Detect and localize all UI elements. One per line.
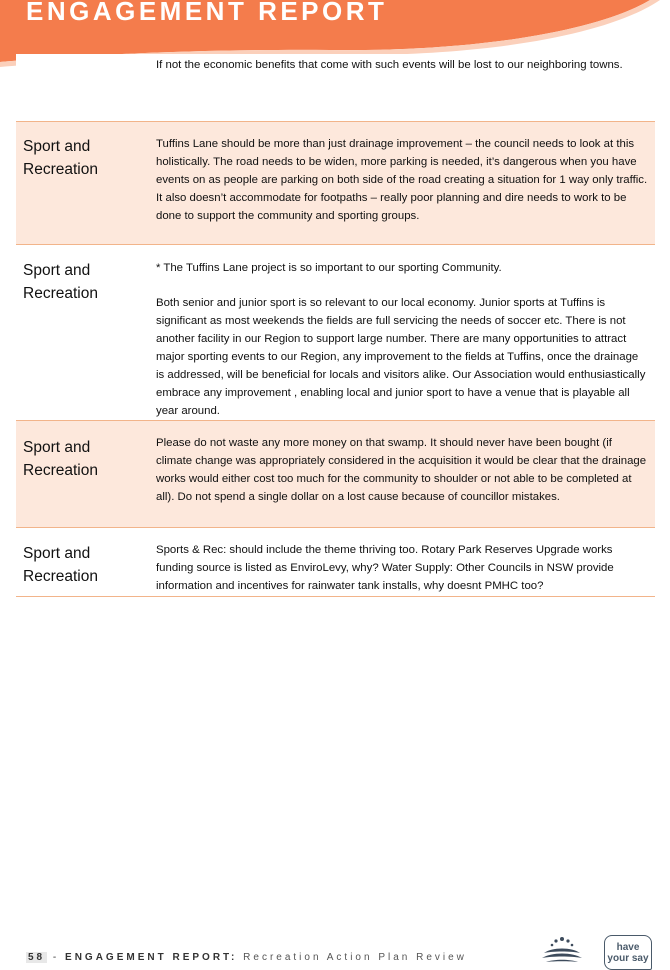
have-your-say-logo [604,935,652,970]
category-cell: Sport and Recreation [23,138,98,178]
table-row [16,245,655,421]
response-cell [156,245,655,420]
table-row [16,54,655,121]
response-cell [156,122,655,244]
footer-separator: - [52,952,60,963]
response-cell [156,528,655,596]
council-logo [534,933,590,970]
category-cell: Sport and Recreation [23,545,98,585]
response-text: Sports & Rec: should include the theme thriving too. Rotary Park Reserves Upgrade works funding source is listed as EnviroLevy, why? Water Supply: Other Councils in NSW provide information and incentives for rainwater tank installs, why doesnt PMHC too? [156,544,614,592]
council-logo-icon [534,933,590,970]
table-row [16,421,655,528]
response-text: Tuffins Lane should be more than just drainage improvement – the council needs to look at this holistically. The road needs to be widen, more parking is needed, it’s dangerous when you have events on as people are parking on both side of the road creating a situation for 1 way only traffic. It also doesn’t accommodate for footpaths – really poor planning and dire needs to work to be done to support the community and sporting groups. [156,138,648,222]
response-cell [156,54,655,121]
page-title: ENGAGEMENT REPORT [26,0,388,26]
response-text: Both senior and junior sport is so relevant to our local economy. Junior sports at Tuffins is significant as most weekends the fields are full servicing the needs of soccer etc. There is not another facility in our Region to support large number. There are many opportunities to attract major sporting events to our Region, any improvement to the fields at Tuffins, once the drainage is addressed, will be beneficial for locals and visitors alike. Our Association would enthusiastically embrace any improvement , enabling local and junior sport to have a venue that is playable all year around. [156,297,646,417]
logo-text-line1: have [616,942,640,953]
table-row [16,122,655,245]
response-cell [156,421,655,527]
response-text: Please do not waste any more money on that swamp. It should never have been bought (if climate change was appropriately considered in the acquisition it would be clear that the drainage works would either cost too much for the community to shoulder or not able to be completed at all). Do not spend a single dollar on a lost cause because of councillor mistakes. [156,437,647,503]
footer-report-label: ENGAGEMENT REPORT: [65,952,238,963]
response-text: If not the economic benefits that come with such events will be lost to our neighboring towns. [156,59,623,71]
page-footer [26,952,467,963]
page-number: 58 [28,952,46,963]
category-cell: Sport and Recreation [23,262,98,302]
footer-subtitle: Recreation Action Plan Review [243,952,467,963]
category-cell: Sport and Recreation [23,439,98,479]
response-text: * The Tuffins Lane project is so important to our sporting Community. [156,262,502,274]
responses-table [16,54,655,597]
table-row [16,528,655,597]
category-cell [16,54,156,121]
logo-text-line2: your say [607,953,649,964]
